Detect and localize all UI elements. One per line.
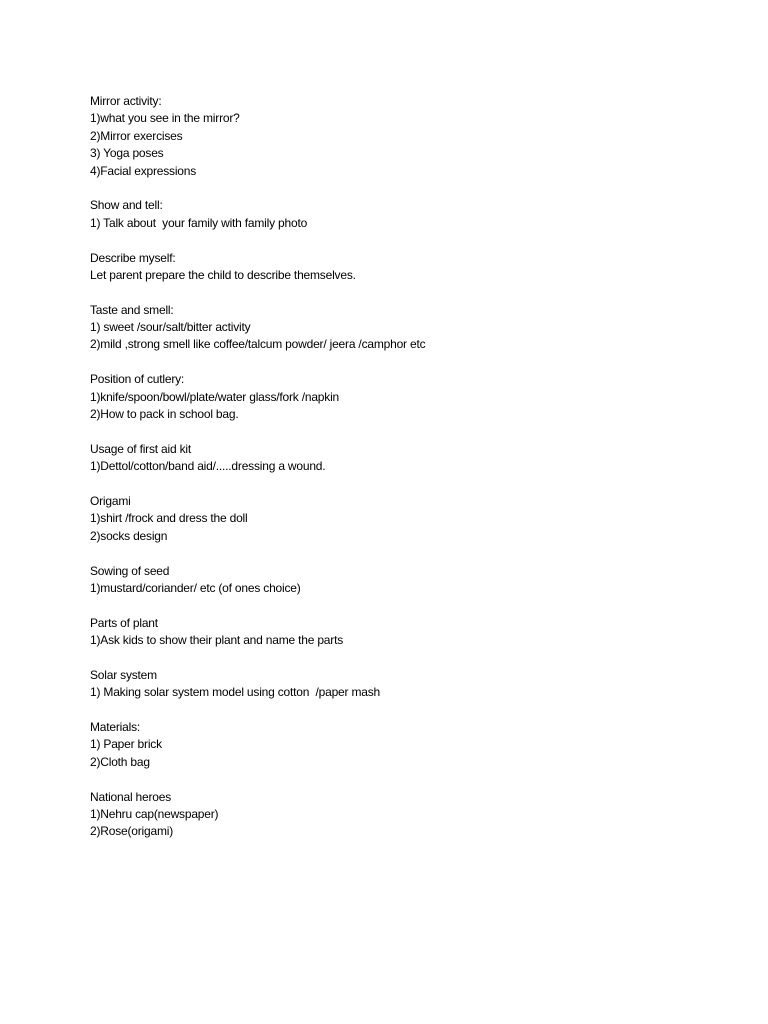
section-heading: Position of cutlery: — [90, 372, 185, 387]
section-materials — [90, 719, 730, 771]
section-heading: National heroes — [90, 789, 172, 804]
section-heading: Taste and smell: — [90, 302, 174, 317]
section-heading: Materials: — [90, 720, 141, 735]
section-line: 2)mild ,strong smell like coffee/talcum powder/ jeera /camphor etc — [90, 337, 426, 352]
section-heading: Sowing of seed — [90, 563, 170, 578]
section-line: 1)knife/spoon/bowl/plate/water glass/fork /napkin — [90, 389, 340, 404]
section-line: 2)Cloth bag — [90, 754, 150, 769]
section-heading: Mirror activity: — [90, 94, 162, 108]
section-line: 1) Paper brick — [90, 737, 162, 752]
section-line: 2)Rose(origami) — [90, 824, 174, 839]
section-origami — [90, 493, 730, 545]
section-describe-myself — [90, 250, 730, 285]
section-line: 2)socks design — [90, 528, 168, 543]
document-body — [90, 93, 730, 858]
section-parts-of-plant — [90, 615, 730, 650]
section-line: 1)what you see in the mirror? — [90, 111, 240, 126]
section-solar-system — [90, 667, 730, 702]
section-heading: Describe myself: — [90, 250, 176, 265]
section-line: 4)Facial expressions — [90, 163, 197, 178]
section-heading: Solar system — [90, 667, 157, 682]
section-first-aid-kit — [90, 441, 730, 476]
section-line: 1) sweet /sour/salt/bitter activity — [90, 320, 251, 335]
section-line: 1)mustard/coriander/ etc (of ones choice) — [90, 580, 301, 595]
section-line: 1)shirt /frock and dress the doll — [90, 511, 248, 526]
section-line: 1)Nehru cap(newspaper) — [90, 807, 219, 822]
section-line: Let parent prepare the child to describe themselves. — [90, 267, 356, 282]
section-line: 1) Talk about your family with family photo — [90, 215, 308, 230]
section-line: 3) Yoga poses — [90, 146, 164, 161]
section-heading: Show and tell: — [90, 198, 163, 213]
section-national-heroes — [90, 789, 730, 841]
section-line: 2)Mirror exercises — [90, 128, 183, 143]
section-position-of-cutlery — [90, 371, 730, 423]
section-show-and-tell — [90, 197, 730, 232]
section-heading: Usage of first aid kit — [90, 441, 191, 456]
section-sowing-of-seed — [90, 563, 730, 598]
section-line: 1)Dettol/cotton/band aid/.....dressing a wound. — [90, 459, 326, 474]
section-heading: Parts of plant — [90, 615, 158, 630]
section-line: 1) Making solar system model using cotton /paper mash — [90, 685, 381, 700]
section-line: 1)Ask kids to show their plant and name the parts — [90, 633, 344, 648]
section-mirror-activity — [90, 93, 730, 180]
section-taste-and-smell — [90, 302, 730, 354]
section-line: 2)How to pack in school bag. — [90, 407, 239, 422]
section-heading: Origami — [90, 493, 131, 508]
